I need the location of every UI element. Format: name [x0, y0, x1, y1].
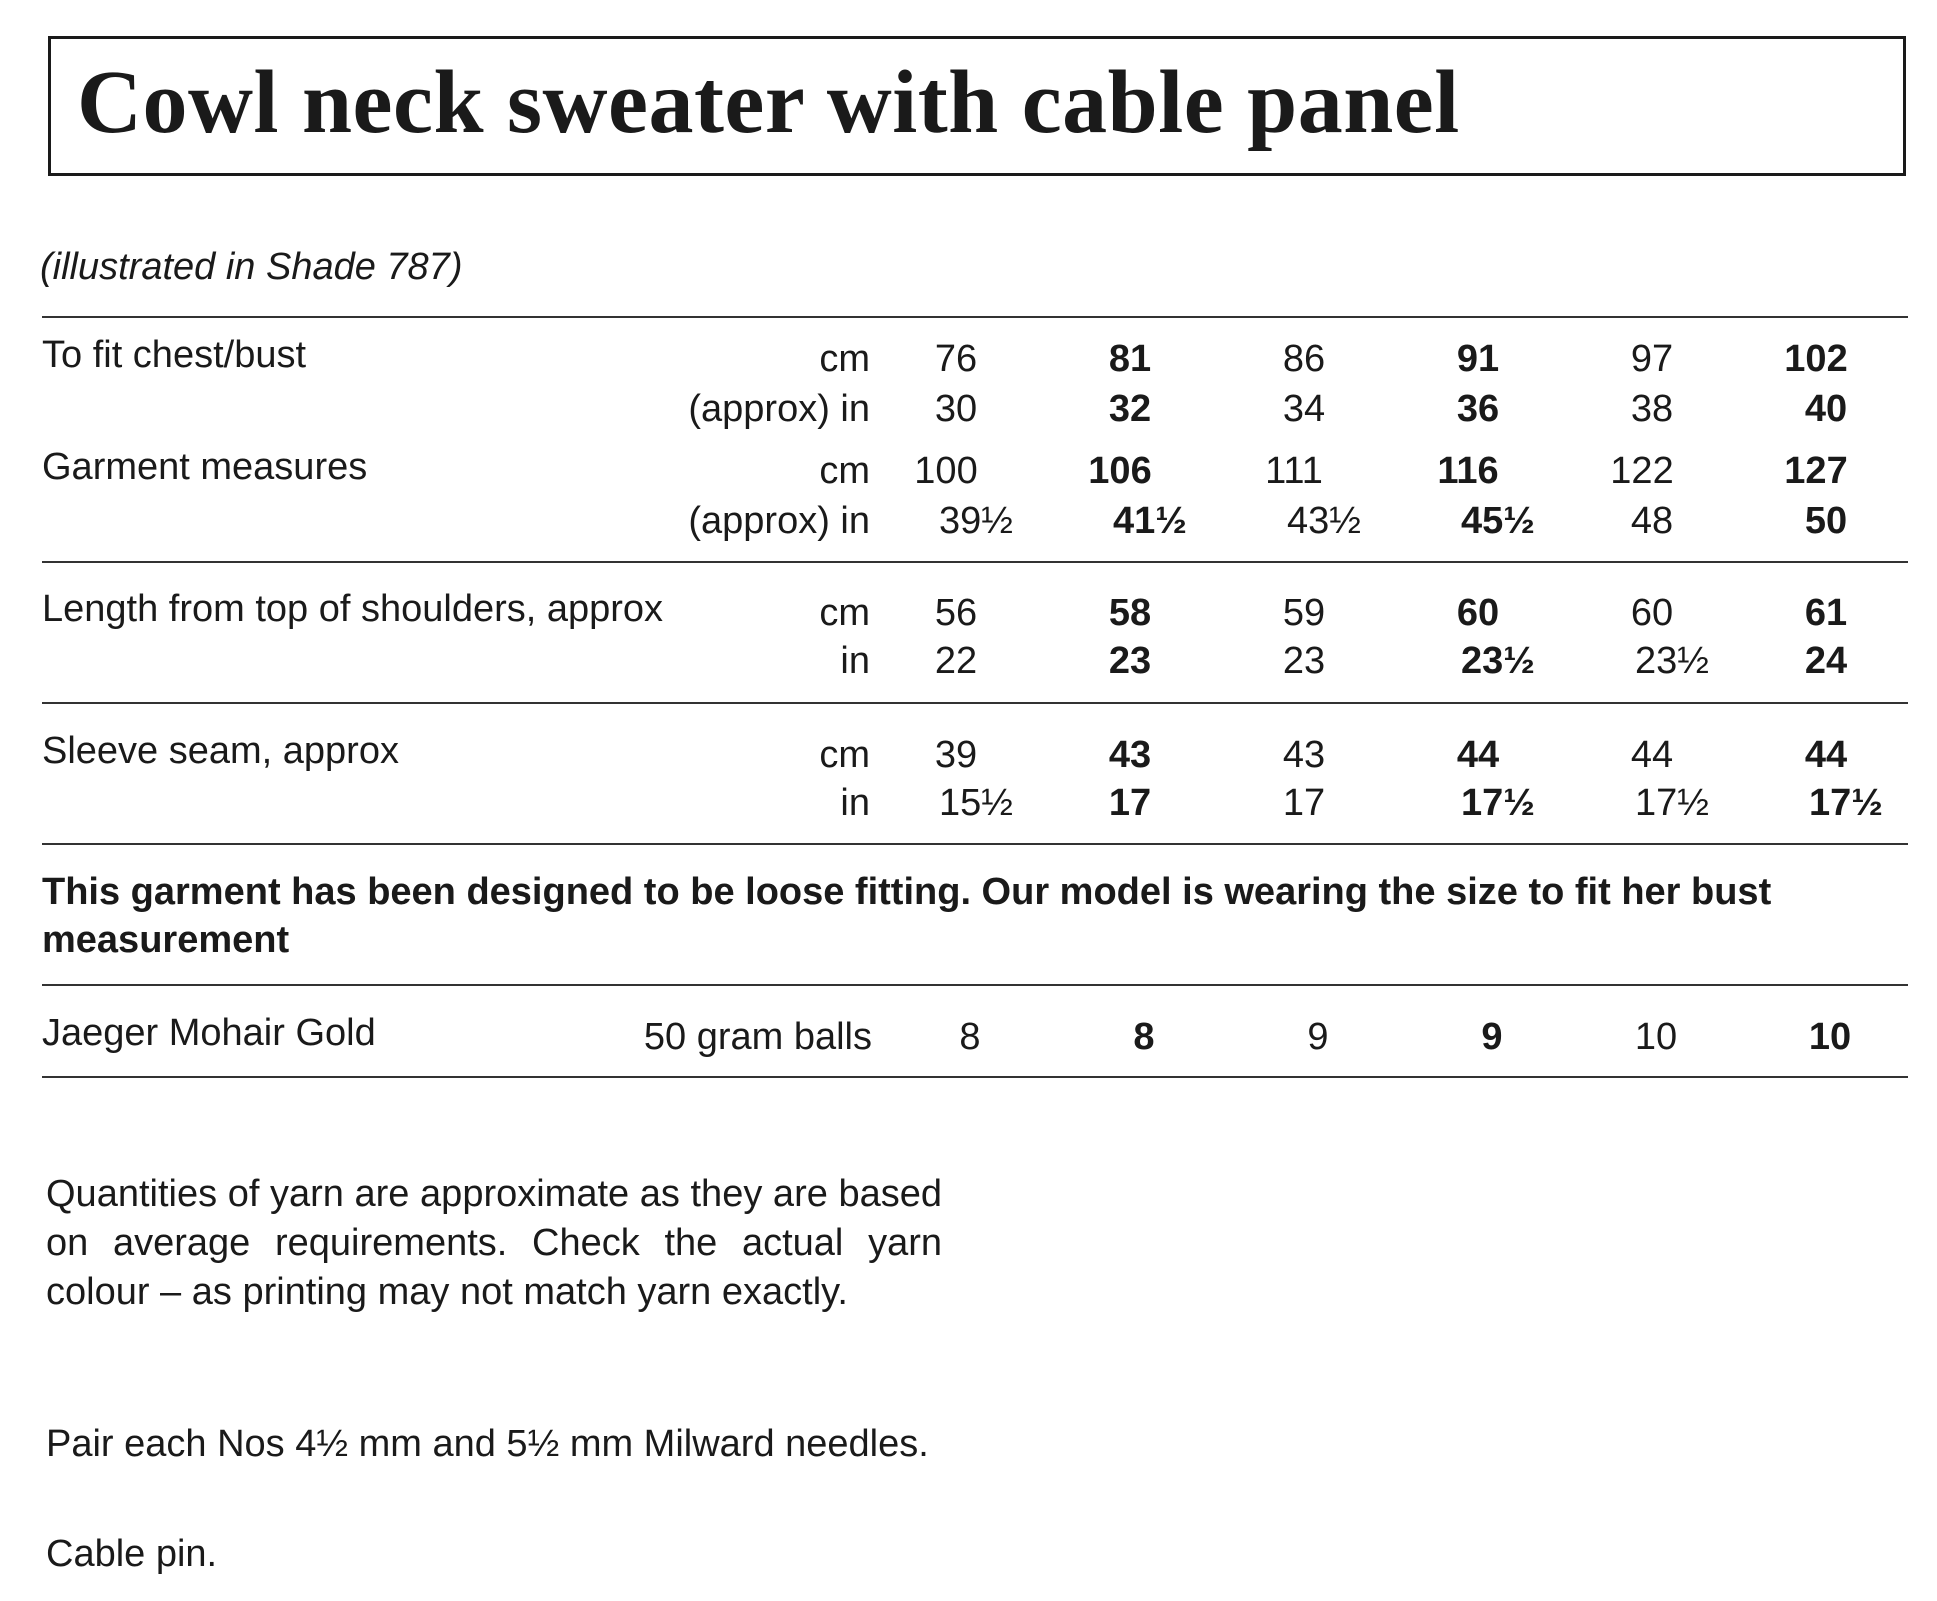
size-value: 56: [934, 592, 978, 634]
row-label-length: Length from top of shoulders, approx: [42, 588, 664, 630]
unit-label: cm: [819, 592, 870, 634]
size-value: 23½: [1635, 640, 1709, 682]
yarn-value: 9: [1481, 1016, 1503, 1058]
size-value: 23: [1282, 640, 1326, 682]
row-label-garment: Garment measures: [42, 446, 368, 488]
cable-pin-paragraph: Cable pin.: [46, 1533, 218, 1575]
size-value: 122: [1610, 450, 1674, 492]
unit-label: cm: [819, 734, 870, 776]
size-value: 44: [1456, 734, 1500, 776]
size-value: 48: [1630, 500, 1674, 542]
yarn-value: 8: [1133, 1016, 1155, 1058]
size-value: 43: [1282, 734, 1326, 776]
yarn-value: 10: [1808, 1016, 1852, 1058]
size-value: 43½: [1287, 500, 1361, 542]
title-box: [48, 36, 1906, 176]
size-value: 23: [1108, 640, 1152, 682]
size-value: 44: [1804, 734, 1848, 776]
size-value: 86: [1282, 338, 1326, 380]
divider-rule: [42, 1076, 1908, 1078]
size-value: 41½: [1113, 500, 1187, 542]
size-value: 43: [1108, 734, 1152, 776]
size-value: 61: [1804, 592, 1848, 634]
page-title: Cowl neck sweater with cable panel: [77, 53, 1460, 152]
size-value: 30: [934, 388, 978, 430]
size-value: 106: [1088, 450, 1152, 492]
size-value: 76: [934, 338, 978, 380]
divider-rule: [42, 984, 1908, 986]
needles-paragraph: Pair each Nos 4½ mm and 5½ mm Milward needles.: [46, 1423, 929, 1465]
shade-subtitle: (illustrated in Shade 787): [40, 246, 463, 288]
size-value: 58: [1108, 592, 1152, 634]
yarn-value: 10: [1634, 1016, 1678, 1058]
size-value: 15½: [939, 782, 1013, 824]
size-value: 127: [1784, 450, 1848, 492]
divider-rule: [42, 843, 1908, 845]
unit-label: cm: [819, 338, 870, 380]
unit-label: in: [840, 782, 870, 824]
size-value: 102: [1784, 338, 1848, 380]
size-value: 111: [1265, 450, 1323, 492]
yarn-label: Jaeger Mohair Gold: [42, 1012, 376, 1054]
size-value: 60: [1456, 592, 1500, 634]
size-value: 17½: [1809, 782, 1883, 824]
divider-rule: [42, 561, 1908, 563]
size-value: 34: [1282, 388, 1326, 430]
row-label-sleeve: Sleeve seam, approx: [42, 730, 399, 772]
size-value: 24: [1804, 640, 1848, 682]
divider-rule: [42, 702, 1908, 704]
size-value: 60: [1630, 592, 1674, 634]
size-value: 38: [1630, 388, 1674, 430]
unit-label: in: [840, 640, 870, 682]
size-value: 32: [1108, 388, 1152, 430]
yarn-unit: 50 gram balls: [643, 1016, 872, 1058]
size-value: 81: [1108, 338, 1152, 380]
size-value: 23½: [1461, 640, 1535, 682]
yarn-quantity-paragraph: Quantities of yarn are approximate as they are based on average requirements. Check the actual yarn colour – as printing may not match yarn exactly.: [46, 1173, 942, 1313]
size-value: 40: [1804, 388, 1848, 430]
size-value: 50: [1804, 500, 1848, 542]
size-value: 116: [1437, 450, 1499, 492]
size-value: 17: [1108, 782, 1152, 824]
size-value: 17½: [1635, 782, 1709, 824]
size-value: 36: [1456, 388, 1500, 430]
size-value: 39: [934, 734, 978, 776]
yarn-value: 8: [959, 1016, 981, 1058]
fit-note: This garment has been designed to be loose fitting. Our model is wearing the size to fit her bust measurement: [42, 871, 1772, 961]
size-value: 100: [914, 450, 978, 492]
size-value: 44: [1630, 734, 1674, 776]
size-value: 45½: [1461, 500, 1535, 542]
size-value: 17: [1282, 782, 1326, 824]
divider-rule: [42, 316, 1908, 318]
yarn-value: 9: [1307, 1016, 1329, 1058]
size-value: 59: [1282, 592, 1326, 634]
row-label-chest: To fit chest/bust: [42, 334, 307, 376]
unit-label: (approx) in: [688, 500, 870, 542]
size-value: 91: [1456, 338, 1500, 380]
size-value: 97: [1630, 338, 1674, 380]
unit-label: (approx) in: [688, 388, 870, 430]
size-value: 22: [934, 640, 978, 682]
unit-label: cm: [819, 450, 870, 492]
size-value: 39½: [939, 500, 1013, 542]
size-value: 17½: [1461, 782, 1535, 824]
